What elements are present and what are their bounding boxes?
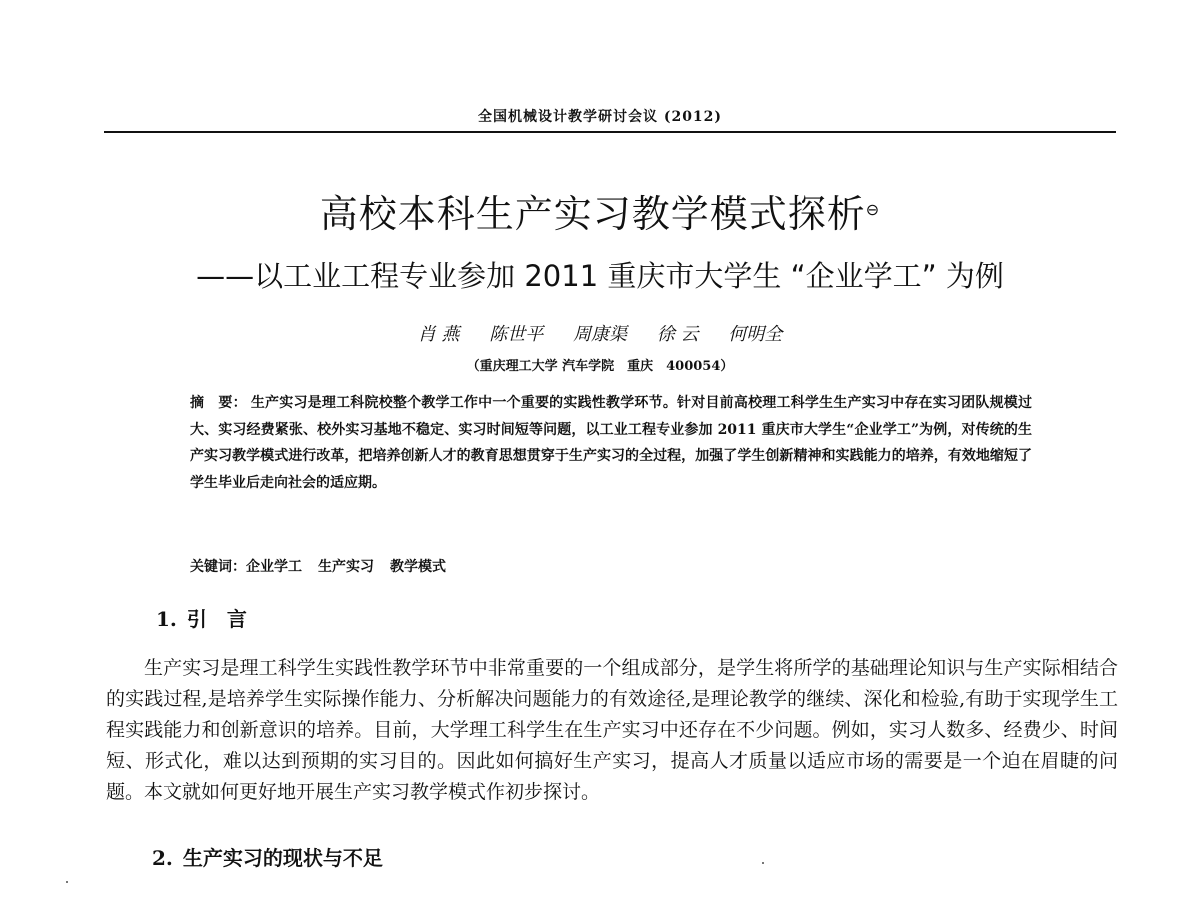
keyword: 生产实习 (318, 559, 374, 575)
author-name: 肖 燕 (417, 324, 460, 345)
section-heading-status (152, 844, 383, 872)
section-title: 生产实习的现状与不足 (182, 846, 383, 870)
paper-subtitle: ——以工业工程专业参加 2011 重庆市大学生 “企业学工” 为例 (196, 259, 1004, 293)
author-name: 何明全 (728, 324, 783, 345)
footnote-mark: ⊖ (865, 200, 881, 219)
author-name: 周康渠 (573, 324, 627, 345)
author-name: 陈世平 (489, 324, 544, 345)
abstract-text: 生产实习是理工科院校整个教学工作中一个重要的实践性教学环节。针对目前高校理工科学生生产实习中存在实习团队规模过大、实习经费紧张、校外实习基地不稳定、实习时间短等问题，以工业工程专业参加 2011 重庆市大学生“企业学工”为例，对传统的生产实习教学模式进行改革，把培养创新人才的教育思想贯穿于生产实习的全过程，加强了学生创新精神和实践能力的培养，有效地缩短了学生毕业后走向社会的适应期。 (190, 395, 1032, 491)
header-rule (104, 131, 1116, 133)
abstract (190, 390, 1032, 496)
keywords (190, 555, 1032, 579)
author-list (0, 323, 1200, 347)
intro-paragraph: 生产实习是理工科学生实践性教学环节中非常重要的一个组成部分，是学生将所学的基础理论知识与生产实际相结合的实践过程,是培养学生实际操作能力、分析解决问题能力的有效途径,是理论教学的继续、深化和检验,有助于实现学生工程实践能力和创新意识的培养。目前，大学理工科学生在生产实习中还存在不少问题。例如，实习人数多、经费少、时间短、形式化，难以达到预期的实习目的。因此如何搞好生产实习，提高人才质量以适应市场的需要是一个迫在眉睫的问题。本文就如何更好地开展生产实习教学模式作初步探讨。 (106, 657, 1118, 803)
section-number: 1. (156, 607, 177, 631)
abstract-label: 摘 要： (190, 395, 247, 411)
running-header: 全国机械设计教学研讨会议 (2012) (477, 109, 723, 125)
keywords-label: 关键词： (190, 559, 246, 575)
author-affiliation: （重庆理工大学 汽车学院 重庆 400054） (466, 359, 734, 374)
author-name: 徐 云 (656, 324, 699, 345)
keyword: 教学模式 (390, 559, 446, 575)
scan-speck (66, 881, 68, 883)
paper-title-text: 高校本科生产实习教学模式探析 (319, 192, 866, 236)
section-number: 2. (152, 846, 173, 870)
section-title: 引 言 (186, 607, 247, 631)
section-heading-intro (156, 605, 247, 633)
scan-speck (762, 862, 764, 864)
paper-title (0, 190, 1200, 238)
keyword: 企业学工 (246, 559, 302, 575)
